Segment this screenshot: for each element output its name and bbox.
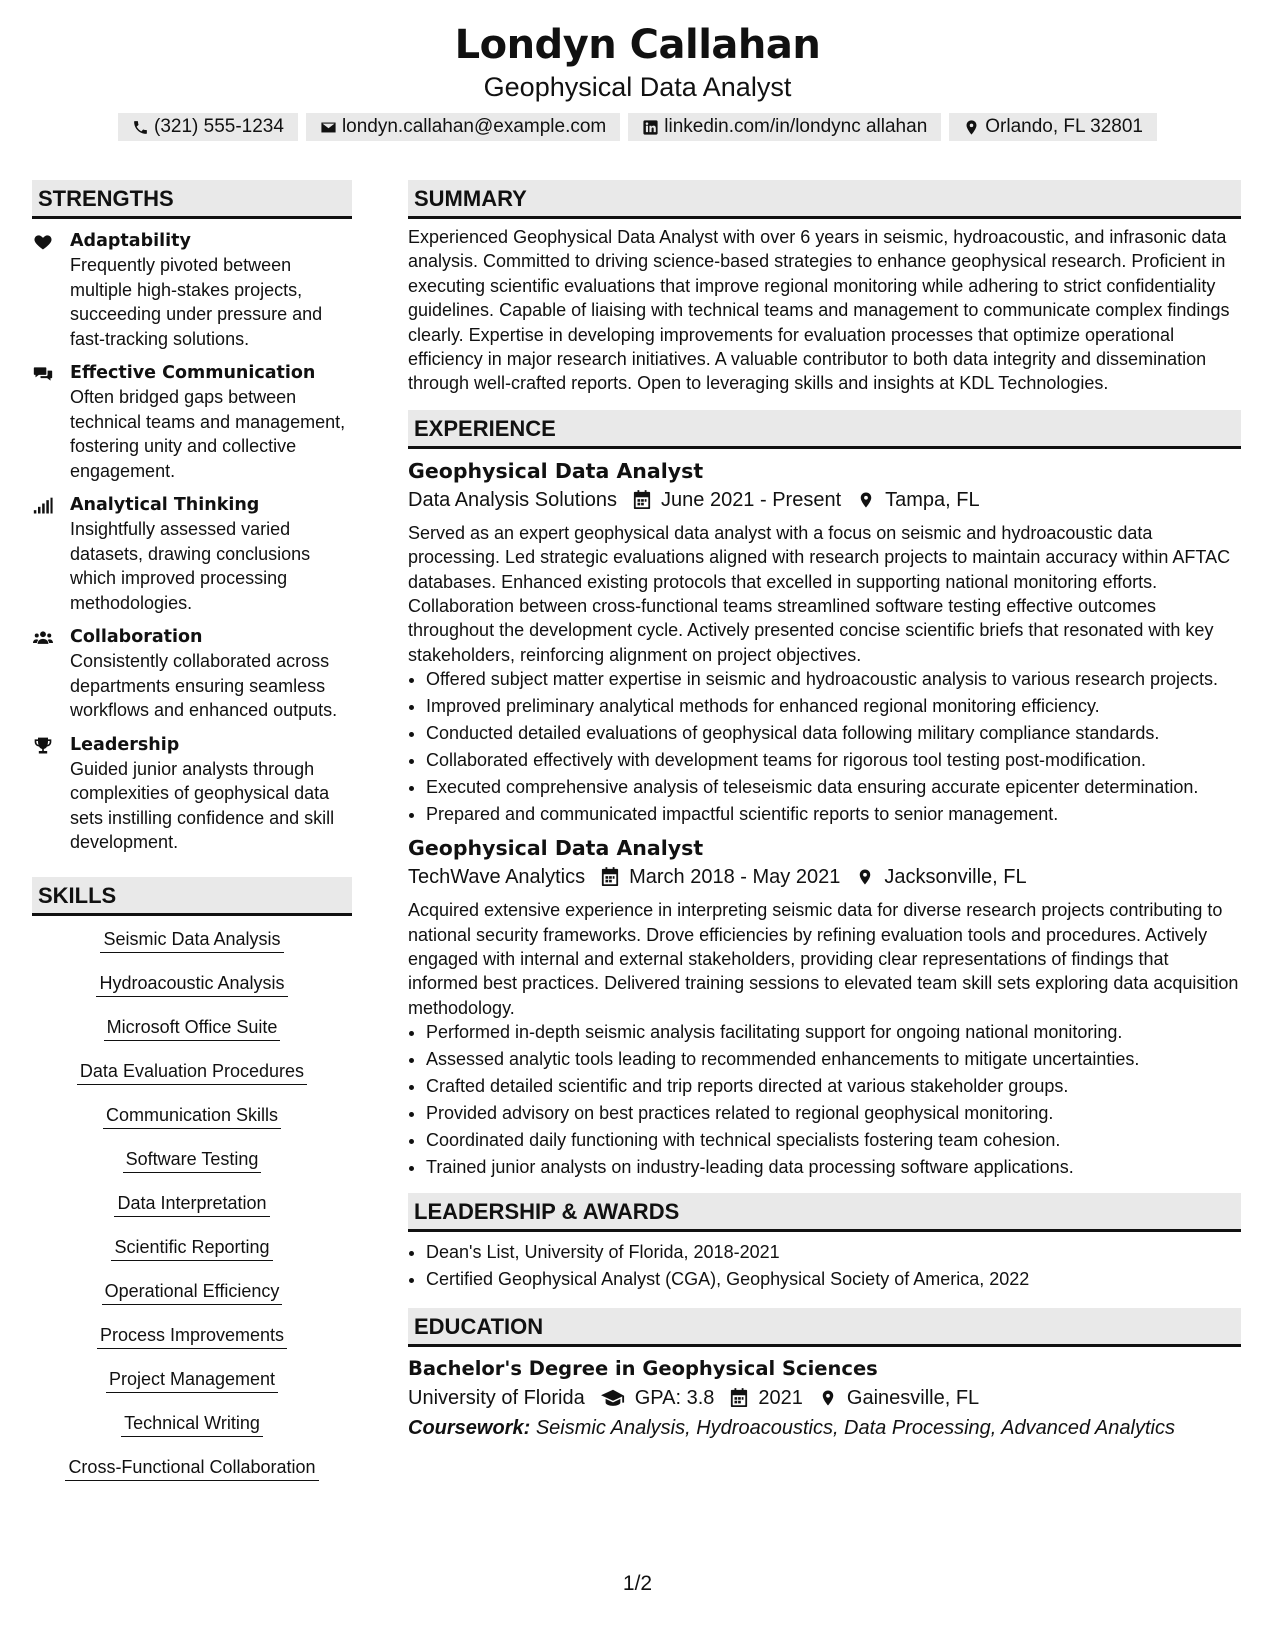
linkedin-icon bbox=[642, 119, 659, 136]
job-company: TechWave Analytics bbox=[408, 866, 586, 889]
skill-item: Process Improvements bbox=[32, 1324, 352, 1349]
list-item: • Performed in-depth seismic analysis facilitating support for ongoing national monitoring. bbox=[426, 1020, 1241, 1044]
education-location: Gainesville, FL bbox=[846, 1386, 980, 1409]
awards-list bbox=[408, 1240, 1241, 1291]
contact-location bbox=[949, 113, 1157, 141]
graduation-cap-icon bbox=[585, 1388, 635, 1408]
strengths-heading: STRENGTHS bbox=[32, 180, 352, 219]
skill-item: Operational Efficiency bbox=[32, 1280, 352, 1305]
strength-desc: Frequently pivoted between multiple high-stakes projects, succeeding under pressure and fast-tracking solutions. bbox=[70, 255, 323, 349]
skill-item: Data Interpretation bbox=[32, 1192, 352, 1217]
job-dates: March 2018 - May 2021 bbox=[629, 866, 841, 889]
skill-item: Cross-Functional Collaboration bbox=[32, 1456, 352, 1481]
summary-text: Experienced Geophysical Data Analyst with over 6 years in seismic, hydroacoustic, and infrasonic data analysis. Committed to driving science-based strategies to enhance geophysical research. Proficient in executing scientific evaluations that improve regional monitoring while adhering to strict confidentiality guidelines. Capable of liaising with technical teams and management to communicate complex findings clearly. Expertise in developing improvements for evaluation processes that optimize operational efficiency in major research initiatives. A valuable contributor to both data integrity and dissemination through well-crafted reports. Open to leveraging skills and insights at KDL Technologies. bbox=[408, 227, 1230, 394]
right-column bbox=[408, 180, 1241, 1443]
list-item: • Certified Geophysical Analyst (CGA), Geophysical Society of America, 2022 bbox=[426, 1267, 1241, 1291]
job-entry bbox=[408, 834, 1241, 1179]
job-meta bbox=[408, 485, 1241, 515]
strength-title: Collaboration bbox=[70, 627, 203, 647]
list-item: • Crafted detailed scientific and trip reports directed at various stakeholder groups. bbox=[426, 1074, 1241, 1098]
left-column bbox=[32, 180, 352, 1500]
skill-item: Seismic Data Analysis bbox=[32, 928, 352, 953]
education-heading: EDUCATION bbox=[408, 1308, 1241, 1347]
job-description: Served as an expert geophysical data analyst with a focus on seismic and hydroacoustic data processing. Led strategic evaluations aligned with research projects to maintain accuracy within AFTAC databases. Enhanced existing protocols that excelled in supporting national monitoring efforts. Collaboration between cross-functional teams streamlined software testing effective outcomes throughout the development cycle. Actively presented concise scientific briefs that resonated with key stakeholders, reinforcing alignment on project objectives. bbox=[408, 522, 1231, 665]
job-description: Acquired extensive experience in interpreting seismic data for diverse research projects contributing to national security frameworks. Drove efficiencies by refining evaluation tools and procedures. Actively engaged with internal and external stakeholders, providing clear representations of findings that informed best practices. Delivered training sessions to elevated team skill sets exploring data acquisition methodology. bbox=[408, 900, 1239, 1018]
map-pin-icon bbox=[841, 490, 885, 510]
contact-phone[interactable] bbox=[118, 113, 298, 141]
job-company: Data Analysis Solutions bbox=[408, 488, 618, 511]
trophy-icon bbox=[32, 736, 56, 756]
strength-item bbox=[32, 229, 352, 351]
list-item: • Dean's List, University of Florida, 2018-2021 bbox=[426, 1240, 1241, 1264]
strength-item bbox=[32, 493, 352, 615]
job-entry bbox=[408, 457, 1241, 826]
map-pin-icon bbox=[963, 119, 980, 136]
education-entry bbox=[408, 1355, 1241, 1443]
phone-icon bbox=[132, 119, 149, 136]
skill-item: Communication Skills bbox=[32, 1104, 352, 1129]
signal-bars-icon bbox=[32, 496, 56, 516]
list-item: • Offered subject matter expertise in seismic and hydroacoustic analysis to various research projects. bbox=[426, 667, 1241, 691]
strength-desc: Often bridged gaps between technical teams and management, fostering unity and collective engagement. bbox=[70, 387, 346, 481]
skill-item: Data Evaluation Procedures bbox=[32, 1060, 352, 1085]
strength-desc: Consistently collaborated across departments ensuring seamless workflows and enhanced outputs. bbox=[70, 651, 338, 720]
list-item: • Coordinated daily functioning with technical specialists fostering team cohesion. bbox=[426, 1128, 1241, 1152]
comments-icon bbox=[32, 364, 56, 384]
contact-email-text: londyn.callahan@example.com bbox=[341, 116, 607, 137]
strength-title: Analytical Thinking bbox=[70, 495, 260, 515]
skill-item: Hydroacoustic Analysis bbox=[32, 972, 352, 997]
education-school: University of Florida bbox=[408, 1386, 585, 1409]
coursework-label: Coursework: bbox=[408, 1416, 531, 1439]
job-meta bbox=[408, 862, 1241, 892]
coursework-text: Seismic Analysis, Hydroacoustics, Data Processing, Advanced Analytics bbox=[535, 1416, 1175, 1439]
contact-email[interactable] bbox=[306, 113, 620, 141]
calendar-icon bbox=[617, 490, 661, 510]
skill-item: Technical Writing bbox=[32, 1412, 352, 1437]
strength-item bbox=[32, 733, 352, 855]
summary-heading: SUMMARY bbox=[408, 180, 1241, 219]
strength-desc: Insightfully assessed varied datasets, drawing conclusions which improved processing methodologies. bbox=[70, 519, 311, 613]
skill-item: Project Management bbox=[32, 1368, 352, 1393]
education-meta bbox=[408, 1383, 1241, 1413]
list-item: • Collaborated effectively with development teams for rigorous tool testing post-modification. bbox=[426, 748, 1241, 772]
job-location: Tampa, FL bbox=[885, 488, 980, 511]
contact-phone-text: (321) 555-1234 bbox=[154, 116, 284, 137]
strength-item bbox=[32, 361, 352, 483]
list-item: • Assessed analytic tools leading to recommended enhancements to mitigate uncertainties. bbox=[426, 1047, 1241, 1071]
candidate-name: Londyn Callahan bbox=[454, 22, 821, 68]
page-number: 1/2 bbox=[622, 1572, 653, 1595]
map-pin-icon bbox=[840, 867, 884, 887]
map-pin-icon bbox=[803, 1388, 847, 1408]
job-dates: June 2021 - Present bbox=[661, 488, 842, 511]
education-coursework bbox=[408, 1413, 1241, 1443]
education-year: 2021 bbox=[758, 1386, 803, 1409]
list-item: • Trained junior analysts on industry-leading data processing software applications. bbox=[426, 1155, 1241, 1179]
job-bullets bbox=[408, 667, 1241, 826]
candidate-title: Geophysical Data Analyst bbox=[483, 72, 792, 102]
contact-linkedin-text: linkedin.com/in/londync allahan bbox=[664, 116, 928, 137]
skill-item: Software Testing bbox=[32, 1148, 352, 1173]
awards-heading: LEADERSHIP & AWARDS bbox=[408, 1193, 1241, 1232]
list-item: • Conducted detailed evaluations of geophysical data following military compliance standards. bbox=[426, 721, 1241, 745]
education-gpa: GPA: 3.8 bbox=[634, 1386, 715, 1409]
skills-heading: SKILLS bbox=[32, 877, 352, 916]
strength-title: Leadership bbox=[70, 734, 180, 755]
list-item: • Executed comprehensive analysis of teleseismic data ensuring accurate epicenter determination. bbox=[426, 775, 1241, 799]
skill-item: Microsoft Office Suite bbox=[32, 1016, 352, 1041]
skills-list bbox=[32, 928, 352, 1481]
strength-item bbox=[32, 625, 352, 723]
job-bullets bbox=[408, 1020, 1241, 1179]
education-degree: Bachelor's Degree in Geophysical Sciences bbox=[408, 1356, 878, 1380]
strength-desc: Guided junior analysts through complexities of geophysical data sets instilling confidence and skill development. bbox=[70, 758, 335, 852]
calendar-icon bbox=[714, 1388, 758, 1408]
list-item: • Improved preliminary analytical methods for enhanced regional monitoring efficiency. bbox=[426, 694, 1241, 718]
list-item: • Prepared and communicated impactful scientific reports to senior management. bbox=[426, 802, 1241, 826]
calendar-icon bbox=[585, 867, 629, 887]
job-title: Geophysical Data Analyst bbox=[408, 458, 704, 483]
list-item: • Provided advisory on best practices related to regional geophysical monitoring. bbox=[426, 1101, 1241, 1125]
users-icon bbox=[32, 628, 56, 648]
experience-heading: EXPERIENCE bbox=[408, 410, 1241, 449]
strength-title: Adaptability bbox=[70, 231, 191, 251]
skill-item: Scientific Reporting bbox=[32, 1236, 352, 1261]
contact-linkedin[interactable] bbox=[628, 113, 941, 141]
job-title: Geophysical Data Analyst bbox=[408, 836, 704, 861]
job-location: Jacksonville, FL bbox=[884, 866, 1027, 889]
contact-location-text: Orlando, FL 32801 bbox=[985, 116, 1143, 137]
heart-icon bbox=[32, 232, 56, 252]
envelope-icon bbox=[320, 119, 337, 136]
strength-title: Effective Communication bbox=[70, 363, 316, 383]
contact-bar bbox=[0, 113, 1275, 141]
